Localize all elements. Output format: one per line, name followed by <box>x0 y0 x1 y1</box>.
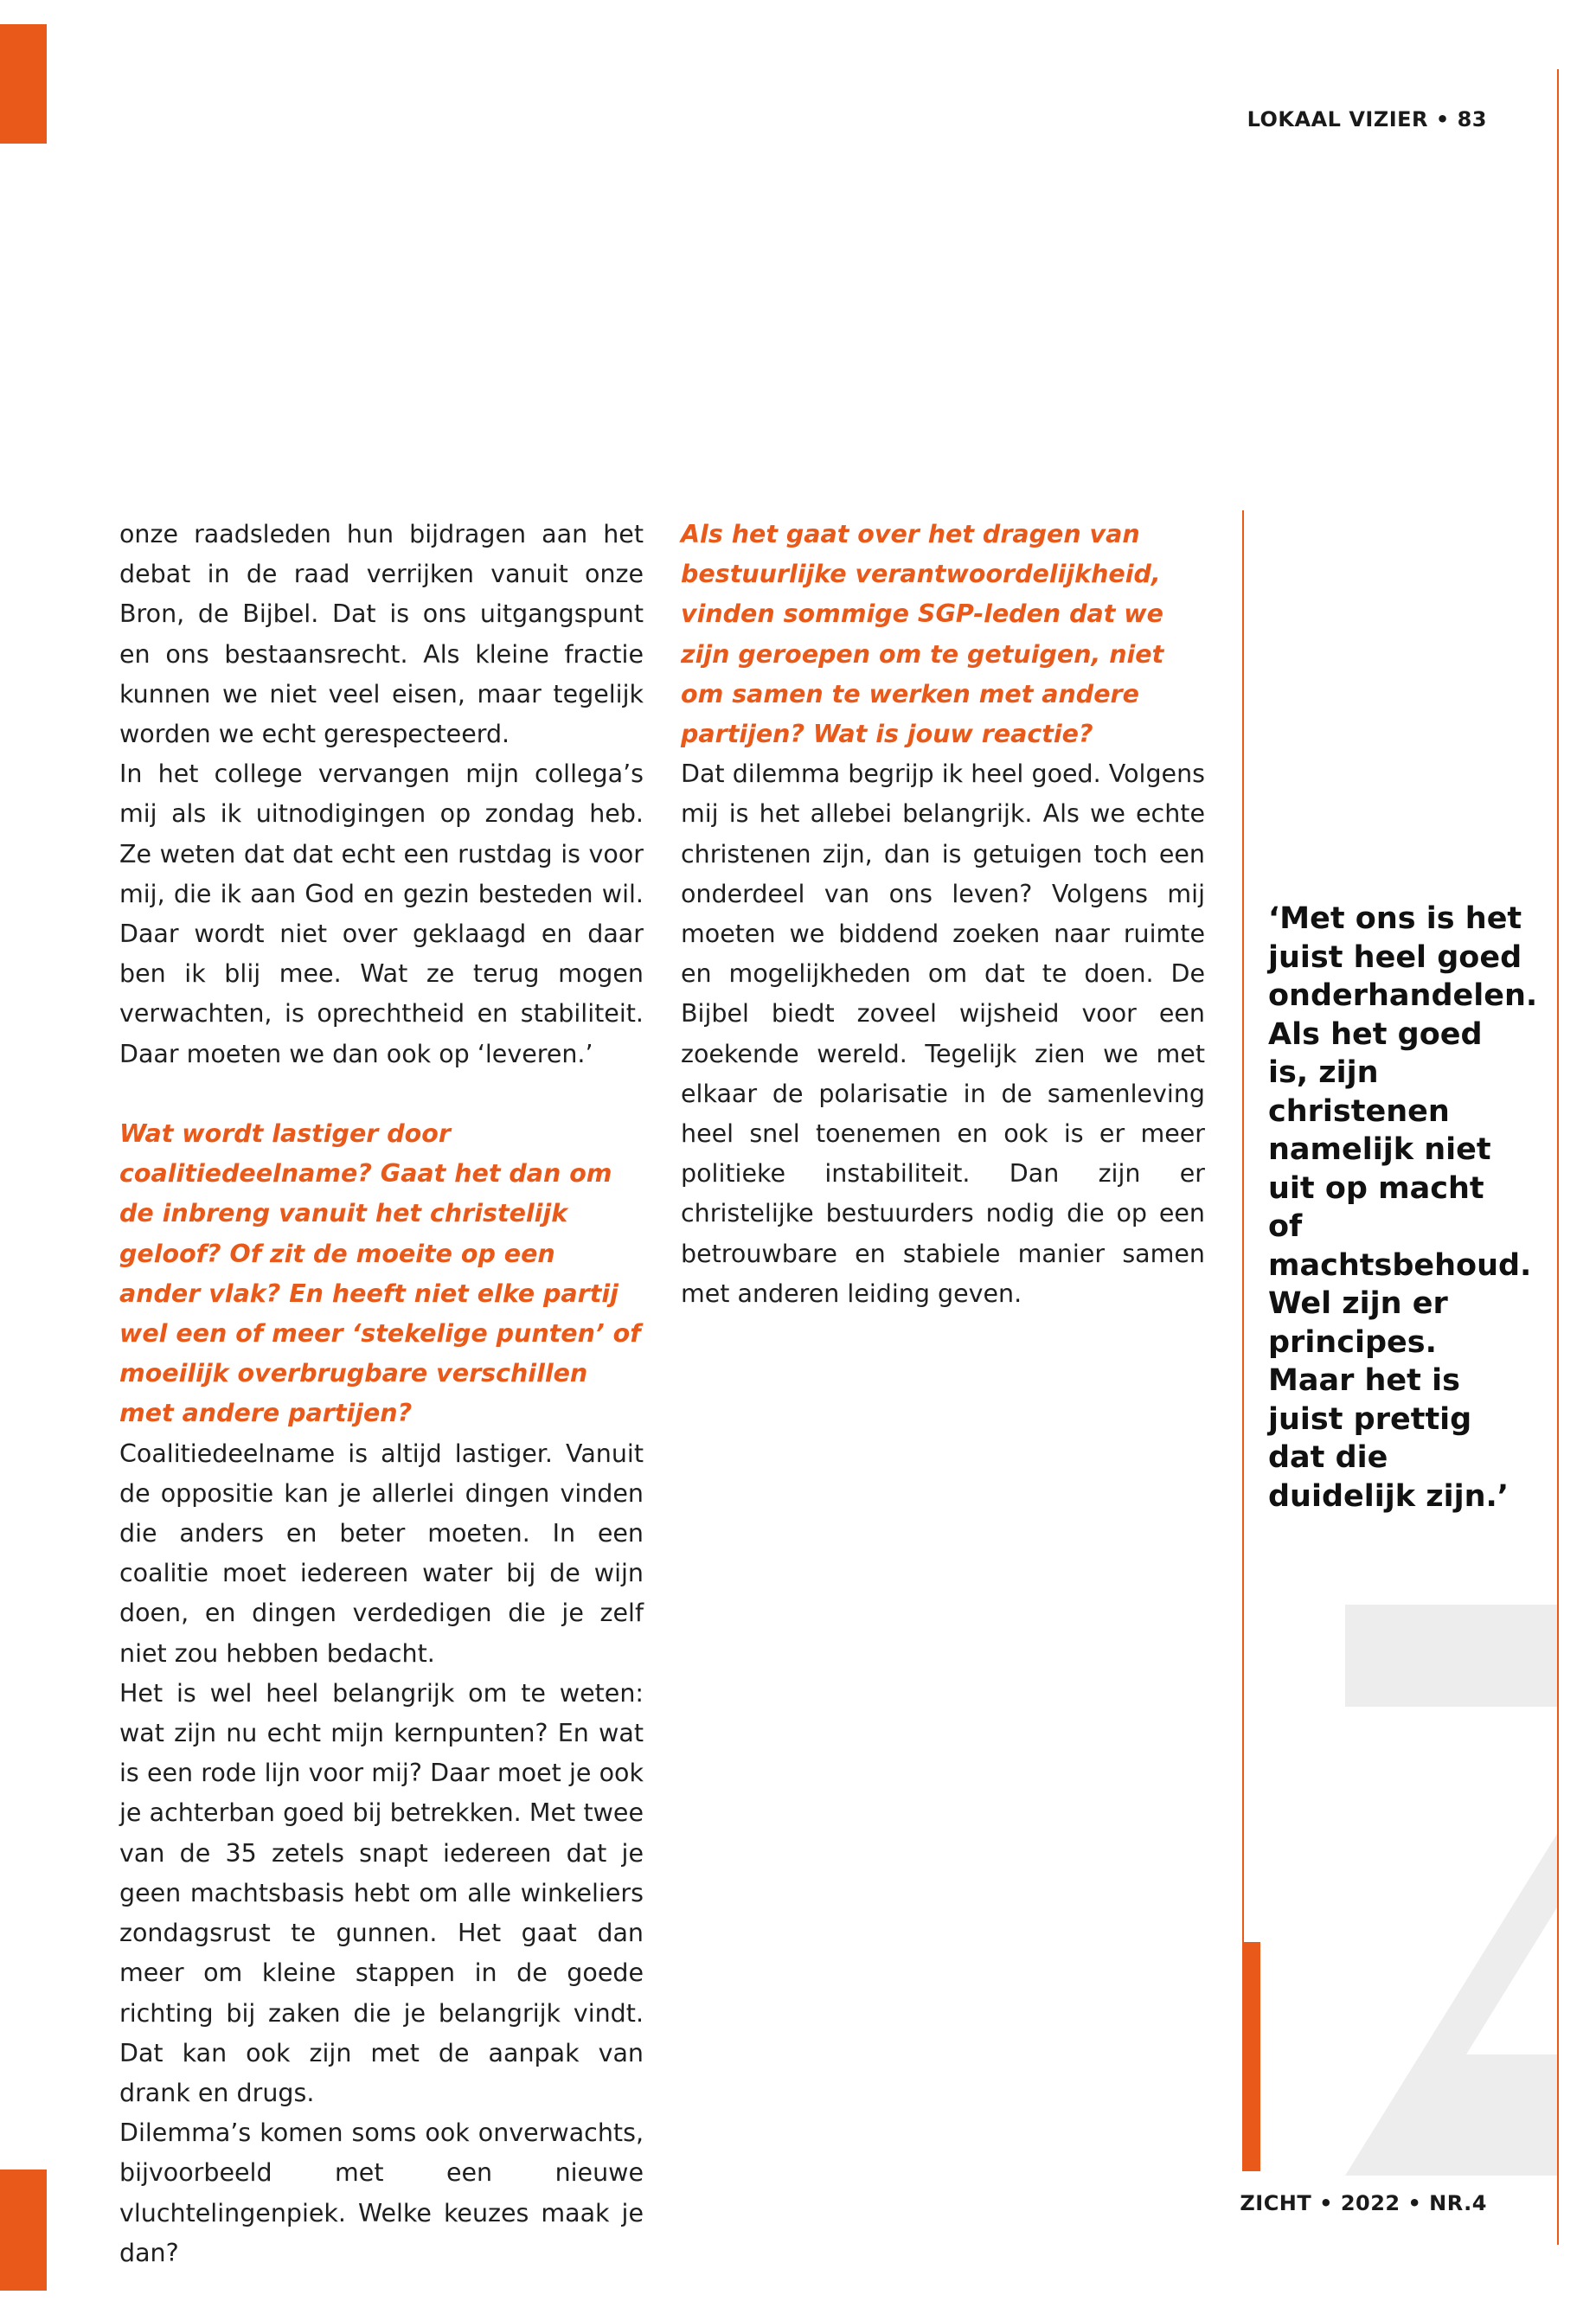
pull-quote: ‘Met ons is het juist heel goed onderhandelen. Als het goed is, zijn christenen namelijk niet uit op macht of machtsbehoud. Wel zijn er principes. Maar het is juist prettig dat die duidelijk zijn.’ <box>1268 901 1538 1514</box>
page-header: LOKAAL VIZIER • 83 <box>1247 107 1487 131</box>
paragraph: Het is wel heel belangrijk om te weten: wat zijn nu echt mijn kernpunten? En wat is een rode lijn voor mij? Daar moet je ook je achterban goed bij betrekken. Met twee van de 35 zetels snapt iedereen dat je geen machtsbasis hebt om alle winkeliers zondagsrust te gunnen. Het gaat dan meer om kleine stappen in de goede richting bij zaken die je belangrijk vindt. Dat kan ook zijn met de aanpak van drank en drugs. <box>119 1678 644 2107</box>
article-column-left <box>119 515 644 2273</box>
interview-question: Wat wordt lastiger door coalitiedeelname? Gaat het dan om de inbreng vanuit het christelijk geloof? Of zit de moeite op een ander vlak? En heeft niet elke partij wel een of meer ‘stekelige punten’ of moeilijk overbrugbare verschillen met andere partijen? <box>119 1119 641 1428</box>
pull-quote-accent-bar <box>1243 1942 1260 2171</box>
decorative-letter-shape <box>1345 1605 1557 2176</box>
bottom-left-accent-bar <box>0 2170 47 2291</box>
paragraph: Dat dilemma begrijp ik heel goed. Volgens mij is het allebei belangrijk. Als we echte christenen zijn, dan is getuigen toch een onderdeel van ons leven? Volgens mij moeten we biddend zoeken naar ruimte en mogelijkheden om dat te doen. De Bijbel biedt zoveel wijsheid voor een zoekende wereld. Tegelijk zien we met elkaar de polarisatie in de samenleving heel snel toenemen en ook is er meer politieke instabiliteit. Dan zijn er christelijke bestuurders nodig die op een betrouwbare en stabiele manier samen met anderen leiding geven. <box>681 760 1205 1308</box>
paragraph: onze raadsleden hun bijdragen aan het debat in de raad verrijken vanuit onze Bron, de Bijbel. Dat is ons uitgangspunt en ons bestaansrecht. Als kleine fractie kunnen we niet veel eisen, maar tegelijk worden we echt gerespecteerd. <box>119 520 644 749</box>
paragraph: Dilemma’s komen soms ook onverwachts, bijvoorbeeld met een nieuwe vluchtelingenpiek. Welke keuzes maak je dan? <box>119 2118 644 2267</box>
pull-quote-rule <box>1242 510 1244 2171</box>
right-margin-rule <box>1557 69 1559 2245</box>
paragraph: Coalitiedeelname is altijd lastiger. Vanuit de oppositie kan je allerlei dingen vinden die anders en beter moeten. In een coalitie moet iedereen water bij de wijn doen, en dingen verdedigen die je zelf niet zou hebben bedacht. <box>119 1439 644 1668</box>
top-left-accent-bar <box>0 24 47 144</box>
paragraph: In het college vervangen mijn collega’s mij als ik uitnodigingen op zondag heb. Ze weten dat dat echt een rustdag is voor mij, die ik aan God en gezin besteden wil. Daar wordt niet over geklaagd en daar ben ik blij mee. Wat ze terug mogen verwachten, is oprechtheid en stabiliteit. Daar moeten we dan ook op ‘leveren.’ <box>119 760 644 1068</box>
interview-question: Als het gaat over het dragen van bestuurlijke verantwoordelijkheid, vinden sommige SGP-leden dat we zijn geroepen om te getuigen, niet om samen te werken met andere partijen? Wat is jouw reactie? <box>681 520 1164 749</box>
article-column-middle <box>681 515 1205 1314</box>
page-footer: ZICHT • 2022 • NR.4 <box>1240 2191 1487 2215</box>
